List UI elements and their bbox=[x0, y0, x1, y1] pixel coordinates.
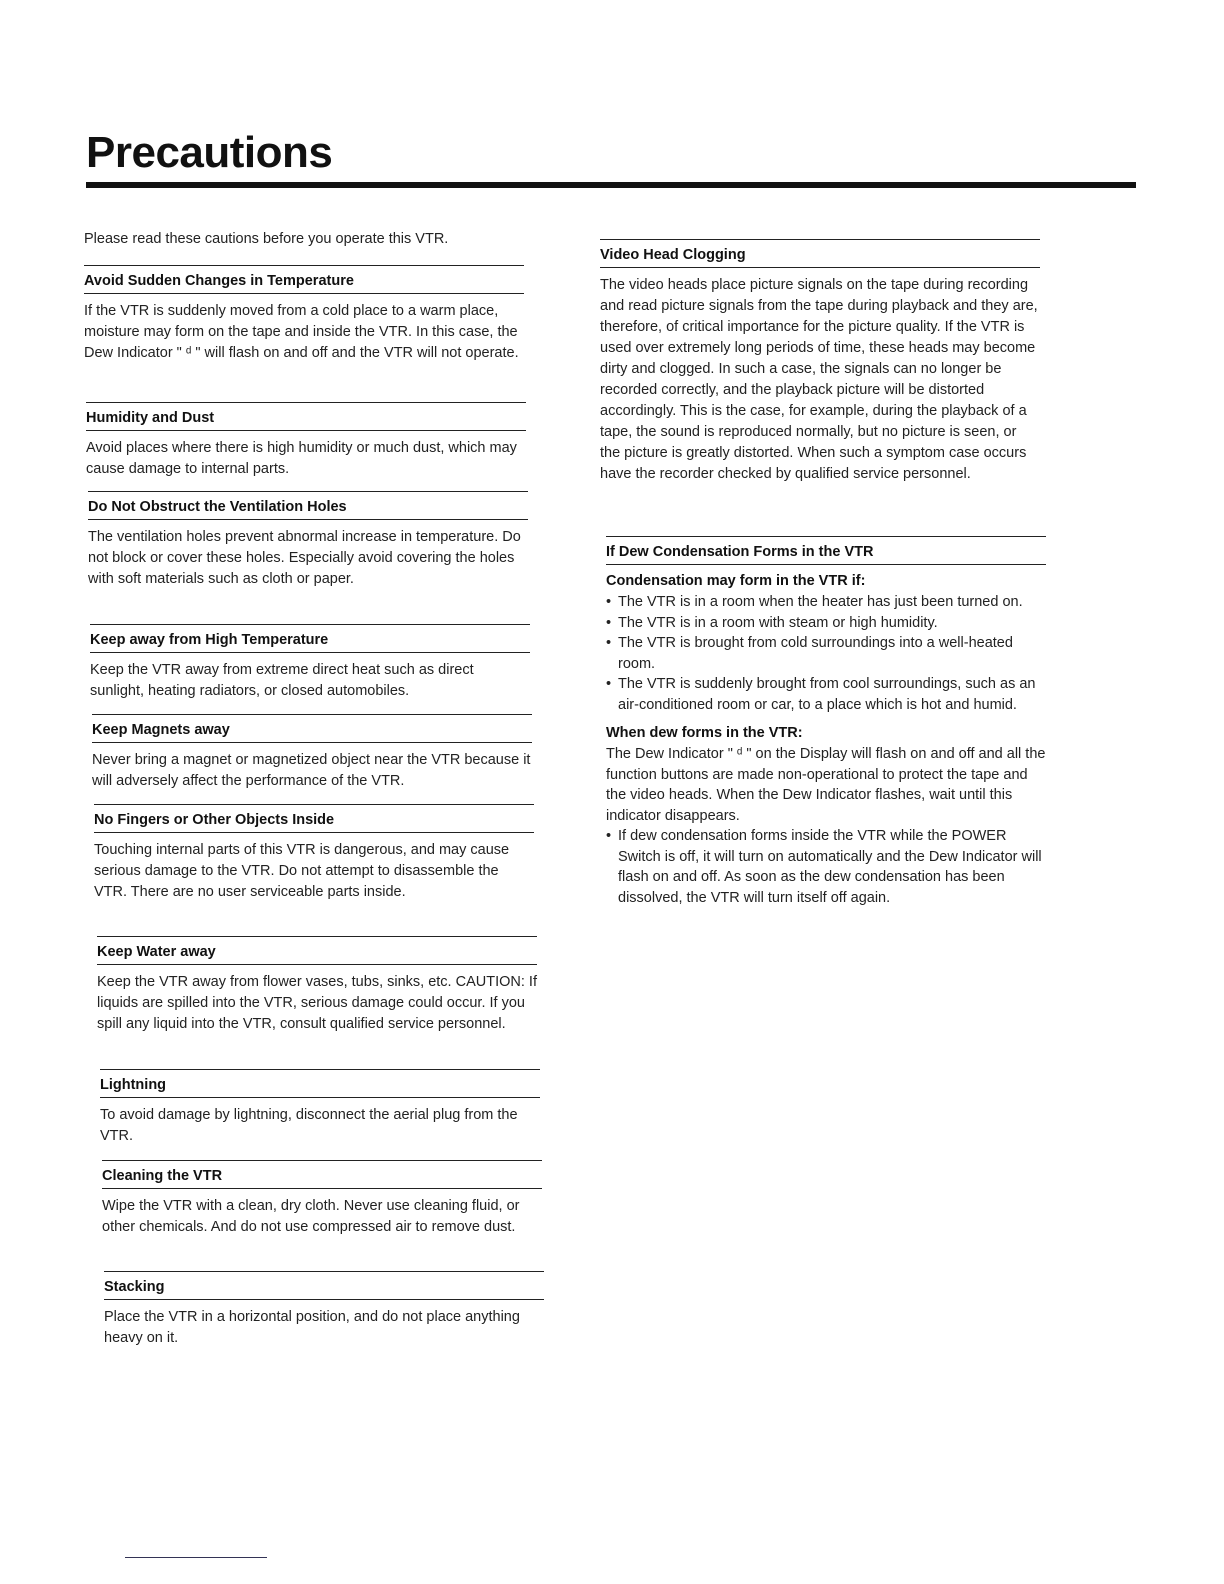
section-high-temperature bbox=[90, 624, 530, 702]
section-heading: Humidity and Dust bbox=[86, 402, 526, 431]
section-ventilation bbox=[88, 491, 528, 590]
section-lightning bbox=[100, 1069, 540, 1147]
section-cleaning bbox=[102, 1160, 542, 1238]
section-text: Keep the VTR away from extreme direct heat such as direct sunlight, heating radiators, or closed automobiles. bbox=[90, 662, 474, 699]
section-heading: Keep Magnets away bbox=[92, 714, 532, 743]
section-heading: Avoid Sudden Changes in Temperature bbox=[84, 265, 524, 294]
list-item: • The VTR is in a room when the heater has just been turned on. bbox=[606, 592, 1046, 613]
section-text: Wipe the VTR with a clean, dry cloth. Never use cleaning fluid, or other chemicals. And do not use compressed air to remove dust. bbox=[102, 1198, 520, 1235]
intro-text: Please read these cautions before you operate this VTR. bbox=[84, 231, 449, 247]
section-video-head-clogging bbox=[600, 239, 1040, 485]
section-heading: Video Head Clogging bbox=[600, 239, 1040, 268]
section-stacking bbox=[104, 1271, 544, 1349]
section-text: Place the VTR in a horizontal position, and do not place anything heavy on it. bbox=[104, 1309, 520, 1346]
dew-text: The Dew Indicator " ᵈ " on the Display will flash on and off and all the function buttons are made non-operational to protect the tape and the video heads. When the Dew Indicator flashes, wait until this indicator disappears. bbox=[606, 746, 1046, 824]
section-heading: Stacking bbox=[104, 1271, 544, 1300]
section-water bbox=[97, 936, 537, 1035]
section-heading: If Dew Condensation Forms in the VTR bbox=[606, 536, 1046, 565]
section-avoid-sudden-changes bbox=[84, 265, 524, 364]
condensation-causes-list bbox=[606, 592, 1046, 715]
section-text: If the VTR is suddenly moved from a cold place to a warm place, moisture may form on the tape and inside the VTR. In this case, the Dew Indicator " ᵈ " will flash on and off and the VTR will not operate. bbox=[84, 303, 519, 361]
section-text: The video heads place picture signals on the tape during recording and read picture signals from the tape during playback and they are, therefore, of critical importance for the picture quality. If the VTR is used over extremely long periods of time, these heads may become dirty and clogged. In such a case, the signals can no longer be recorded correctly, and the playback picture will be distorted accordingly. This is the case, for example, during the playback of a tape, the sound is reproduced normally, but no picture is seen, or the picture is greatly distorted. When such a symptom case occurs have the recorder checked by qualified service personnel. bbox=[600, 277, 1038, 482]
section-heading: Cleaning the VTR bbox=[102, 1160, 542, 1189]
list-item: • The VTR is suddenly brought from cool surroundings, such as an air-conditioned room or car, to a place which is hot and humid. bbox=[606, 674, 1046, 715]
section-humidity-dust bbox=[86, 402, 526, 480]
section-heading: Keep away from High Temperature bbox=[90, 624, 530, 653]
title-rule bbox=[86, 182, 1136, 188]
section-no-fingers bbox=[94, 804, 534, 903]
list-item: • If dew condensation forms inside the VTR while the POWER Switch is off, it will turn on automatically and the Dew Indicator will flash on and off. As soon as the dew condensation has been dissolved, the VTR will turn itself off again. bbox=[606, 826, 1046, 908]
subheading-condensation-may-form: Condensation may form in the VTR if: bbox=[606, 573, 866, 589]
section-text: Avoid places where there is high humidity or much dust, which may cause damage to internal parts. bbox=[86, 440, 517, 477]
section-dew-condensation bbox=[606, 536, 1046, 908]
page-title: Precautions bbox=[86, 128, 333, 177]
section-text: To avoid damage by lightning, disconnect the aerial plug from the VTR. bbox=[100, 1107, 518, 1144]
list-item: • The VTR is brought from cold surroundings into a well-heated room. bbox=[606, 633, 1046, 674]
section-text: The ventilation holes prevent abnormal increase in temperature. Do not block or cover these holes. Especially avoid covering the holes with soft materials such as cloth or paper. bbox=[88, 529, 521, 587]
section-text: Never bring a magnet or magnetized object near the VTR because it will adversely affect the performance of the VTR. bbox=[92, 752, 531, 789]
section-heading: Do Not Obstruct the Ventilation Holes bbox=[88, 491, 528, 520]
section-heading: Keep Water away bbox=[97, 936, 537, 965]
list-item: • The VTR is in a room with steam or high humidity. bbox=[606, 613, 1046, 634]
subheading-when-dew-forms: When dew forms in the VTR: bbox=[606, 725, 803, 741]
section-heading: Lightning bbox=[100, 1069, 540, 1098]
section-text: Touching internal parts of this VTR is dangerous, and may cause serious damage to the VTR. Do not attempt to disassemble the VTR. There are no user serviceable parts inside. bbox=[94, 842, 510, 900]
footer-rule bbox=[125, 1557, 267, 1558]
section-heading: No Fingers or Other Objects Inside bbox=[94, 804, 534, 833]
section-magnets bbox=[92, 714, 532, 792]
section-text: Keep the VTR away from flower vases, tubs, sinks, etc. CAUTION: If liquids are spilled into the VTR, serious damage could occur. If you spill any liquid into the VTR, consult qualified service personnel. bbox=[97, 974, 537, 1032]
dew-notes-list bbox=[606, 826, 1046, 908]
